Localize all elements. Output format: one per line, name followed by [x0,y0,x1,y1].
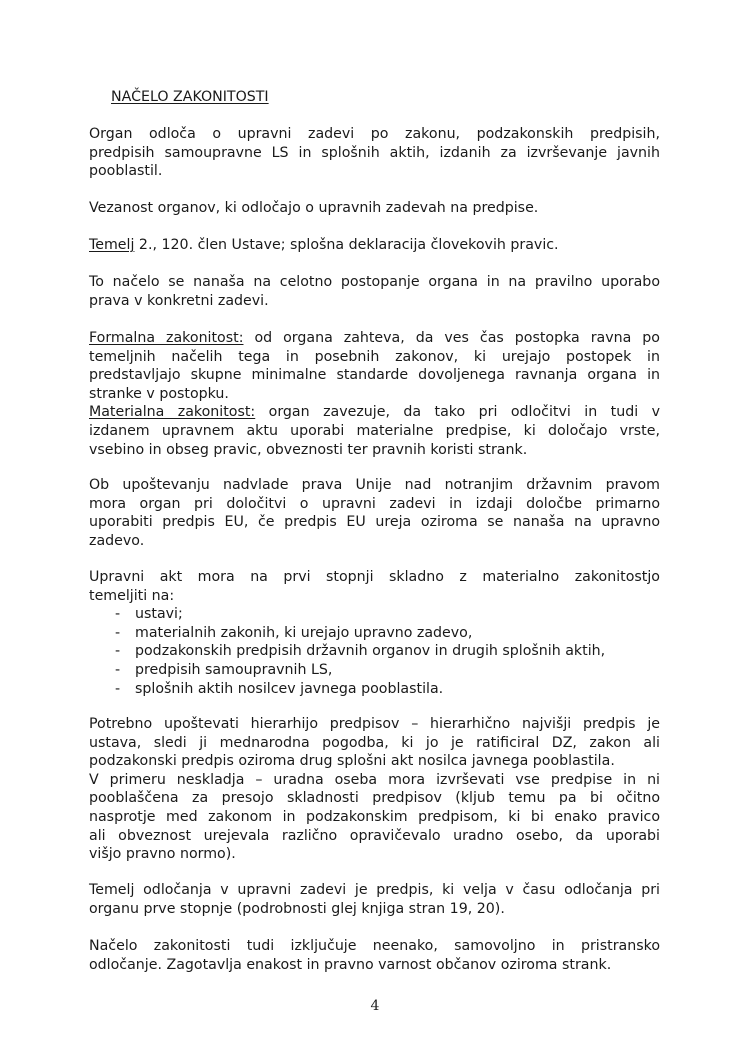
text-line: Upravni akt mora na prvi stopnji skladno z materialno zakonitostjo [89,569,660,585]
paragraph-organ-odloca [89,125,660,181]
list-item: - materialnih zakonih, ki urejajo upravno zadevo, [115,624,473,641]
text-line: temeljnih načelih tega in posebnih zakonov, ki urejajo postopek in [89,348,660,365]
text-line: To načelo se nanaša na celotno postopanje organa in na pravilno uporabo [89,274,660,290]
paragraph-enakost [89,937,660,974]
text-line: ali obveznost urejevala različno opravičevalo uradno osebo, da uporabi [89,827,660,844]
temelj-label: Temelj [89,237,135,253]
text-line: mora organ pri določitvi o upravni zadevi in izdaji določbe primarno [89,495,660,512]
list-dash: - [115,661,121,678]
text-line: Temelj odločanja v upravni zadevi je predpis, ki velja v času odločanja pri [89,882,660,898]
text-line: podzakonski predpis oziroma drug splošni akt nosilca javnega pooblastila. [89,753,615,770]
text-line: višjo pravno normo). [89,846,236,863]
text-line: predstavljajo skupne minimalne standarde dovoljenega ravnanja organa in [89,367,660,384]
text-line: vsebino in obseg pravic, obveznosti ter pravnih koristi strank. [89,441,528,458]
text-line: uporabiti predpis EU, če predpis EU ureja oziroma se nanaša na upravno [89,514,660,531]
text-line: V primeru neskladja – uradna oseba mora izvrševati vse predpise in ni [89,771,660,788]
materialna-zakonitost-text: organ zavezuje, da tako pri odločitvi in tudi v [255,404,660,421]
text-line: Načelo zakonitosti tudi izključuje neenako, samovoljno in pristransko [89,938,660,954]
list-dash: - [115,680,121,697]
list-dash: - [115,606,121,623]
text-line: nasprotje med zakonom in podzakonskim predpisom, ki bi enako pravico [89,808,660,825]
text-line: odločanje. Zagotavlja enakost in pravno varnost občanov oziroma strank. [89,956,612,973]
text-line: organu prve stopnje (podrobnosti glej knjiga stran 19, 20). [89,900,505,917]
formalna-zakonitost-text: od organa zahteva, da ves čas postopka ravna po [243,330,660,346]
list-item: - ustavi; [115,606,183,623]
legal-basis-list [89,605,660,698]
section-title: NAČELO ZAKONITOSTI [111,89,269,105]
paragraph-vezanost [89,199,660,218]
text-line: ustava, sledi ji mednarodna pogodba, ki jo je ratificiral DZ, zakon ali [89,734,660,751]
paragraph-upravni-akt [89,568,660,698]
paragraph-temelj [89,236,660,255]
paragraph-hierarhija [89,715,660,864]
text-line: stranke v postopku. [89,385,229,402]
text-line: Organ odloča o upravni zadevi po zakonu, podzakonskih predpisih, [89,126,660,142]
text-line: izdanem upravnem aktu uporabi materialne predpise, ki določajo vrste, [89,422,660,439]
text-line: prava v konkretni zadevi. [89,292,269,309]
text-line: pooblastil. [89,163,163,180]
text-line: Vezanost organov, ki odločajo o upravnih zadevah na predpise. [89,200,539,216]
text-line: pooblaščena za presojo skladnosti predpisov (kljub temu pa bi očitno [89,790,660,807]
list-item: - podzakonskih predpisih državnih organov in drugih splošnih aktih, [115,643,606,660]
materialna-zakonitost-label: Materialna zakonitost: [89,404,256,421]
text-line: Potrebno upoštevati hierarhijo predpisov – hierarhično najvišji predpis je [89,716,660,732]
list-dash: - [115,643,121,660]
text-line: temeljiti na: [89,587,175,604]
paragraph-nacelo-nanasa [89,273,660,310]
list-dash: - [115,624,121,641]
page-number: 4 [370,998,380,1014]
paragraph-temelj-odlocanja [89,881,660,918]
text-line: predpisih samoupravne LS in splošnih aktih, izdanih za izvrševanje javnih [89,144,660,161]
paragraph-pravo-unije [89,476,660,550]
text-line: zadevo. [89,532,145,549]
list-item: - splošnih aktih nosilcev javnega pooblastila. [115,680,444,697]
formalna-zakonitost-label: Formalna zakonitost: [89,330,244,346]
list-item: - predpisih samoupravnih LS, [115,661,333,678]
text-line: Ob upoštevanju nadvlade prava Unije nad notranjim državnim pravom [89,477,660,493]
paragraph-zakonitost-types [89,329,660,459]
temelj-text: 2., 120. člen Ustave; splošna deklaracija človekovih pravic. [134,237,559,253]
